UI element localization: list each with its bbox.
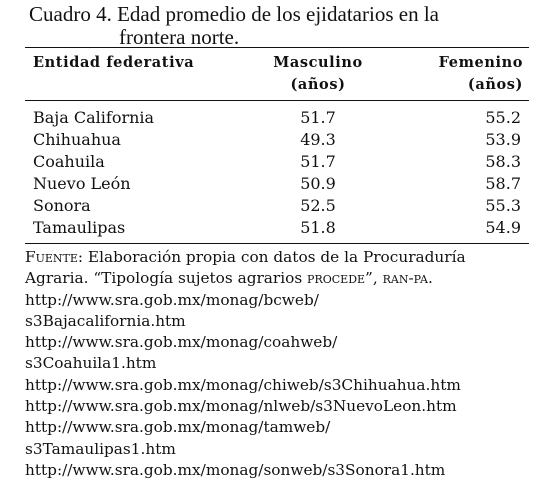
source-url-line: http://www.sra.gob.mx/monag/nlweb/s3NuevoLeon.htm	[25, 397, 457, 416]
table-row	[25, 195, 529, 217]
source-url-line: http://www.sra.gob.mx/monag/bcweb/	[25, 290, 319, 309]
source-url-line: s3Tamaulipas1.htm	[25, 439, 176, 458]
cell-femenino: 53.9	[485, 130, 521, 149]
source-line-2	[25, 268, 535, 289]
age-table	[25, 48, 529, 243]
cell-femenino: 58.7	[485, 174, 521, 193]
table-caption	[29, 3, 549, 49]
table-row	[25, 173, 529, 195]
header-femenino-label: Femenino	[438, 54, 523, 71]
cell-femenino: 54.9	[485, 218, 521, 237]
source-text-2c: .	[427, 269, 433, 288]
header-femenino	[393, 48, 529, 101]
cell-masculino: 51.7	[300, 108, 336, 127]
header-masculino-unit: (años)	[290, 76, 346, 93]
caption-line-2: frontera norte.	[119, 25, 240, 49]
cell-masculino: 52.5	[300, 196, 336, 215]
source-url-line: http://www.sra.gob.mx/monag/sonweb/s3Sonora1.htm	[25, 460, 446, 479]
source-label: Fuente:	[25, 248, 84, 266]
table-row	[25, 101, 529, 130]
caption-line-1: Cuadro 4. Edad promedio de los ejidatarios en la	[29, 2, 439, 26]
cell-femenino: 58.3	[485, 152, 521, 171]
cell-masculino: 51.7	[300, 152, 336, 171]
cell-masculino: 49.3	[300, 130, 336, 149]
source-procede: procede	[307, 269, 366, 288]
cell-masculino: 50.9	[300, 174, 336, 193]
table-row	[25, 129, 529, 151]
source-url-line: s3Coahuila1.htm	[25, 354, 157, 373]
cell-entity: Baja California	[33, 108, 155, 127]
source-note	[25, 247, 535, 481]
source-url-line: http://www.sra.gob.mx/monag/chiweb/s3Chihuahua.htm	[25, 375, 461, 394]
table-header-row	[25, 48, 529, 101]
cell-femenino: 55.3	[485, 196, 521, 215]
cell-entity: Coahuila	[33, 152, 105, 171]
source-ranpa: ran-pa	[382, 269, 428, 288]
source-url-line: s3Bajacalifornia.htm	[25, 311, 186, 330]
source-text-2a: Agraria. “Tipología sujetos agrarios	[25, 269, 308, 288]
source-url-line: http://www.sra.gob.mx/monag/coahweb/	[25, 333, 338, 352]
source-text-2b: ”,	[365, 269, 383, 288]
source-url-line: http://www.sra.gob.mx/monag/tamweb/	[25, 418, 331, 437]
source-text-1: Elaboración propia con datos de la Procuraduría	[83, 248, 466, 266]
header-masculino-label: Masculino	[273, 54, 363, 71]
cell-femenino: 55.2	[485, 108, 521, 127]
data-table-container	[25, 47, 529, 244]
cell-masculino: 51.8	[300, 218, 336, 237]
header-entity: Entidad federativa	[25, 48, 243, 101]
table-row	[25, 151, 529, 173]
source-line-1	[25, 247, 535, 268]
header-femenino-unit: (años)	[467, 76, 523, 93]
table-row	[25, 217, 529, 243]
cell-entity: Sonora	[33, 196, 91, 215]
cell-entity: Nuevo León	[33, 174, 131, 193]
header-masculino	[243, 48, 393, 101]
cell-entity: Chihuahua	[33, 130, 121, 149]
cell-entity: Tamaulipas	[33, 218, 126, 237]
